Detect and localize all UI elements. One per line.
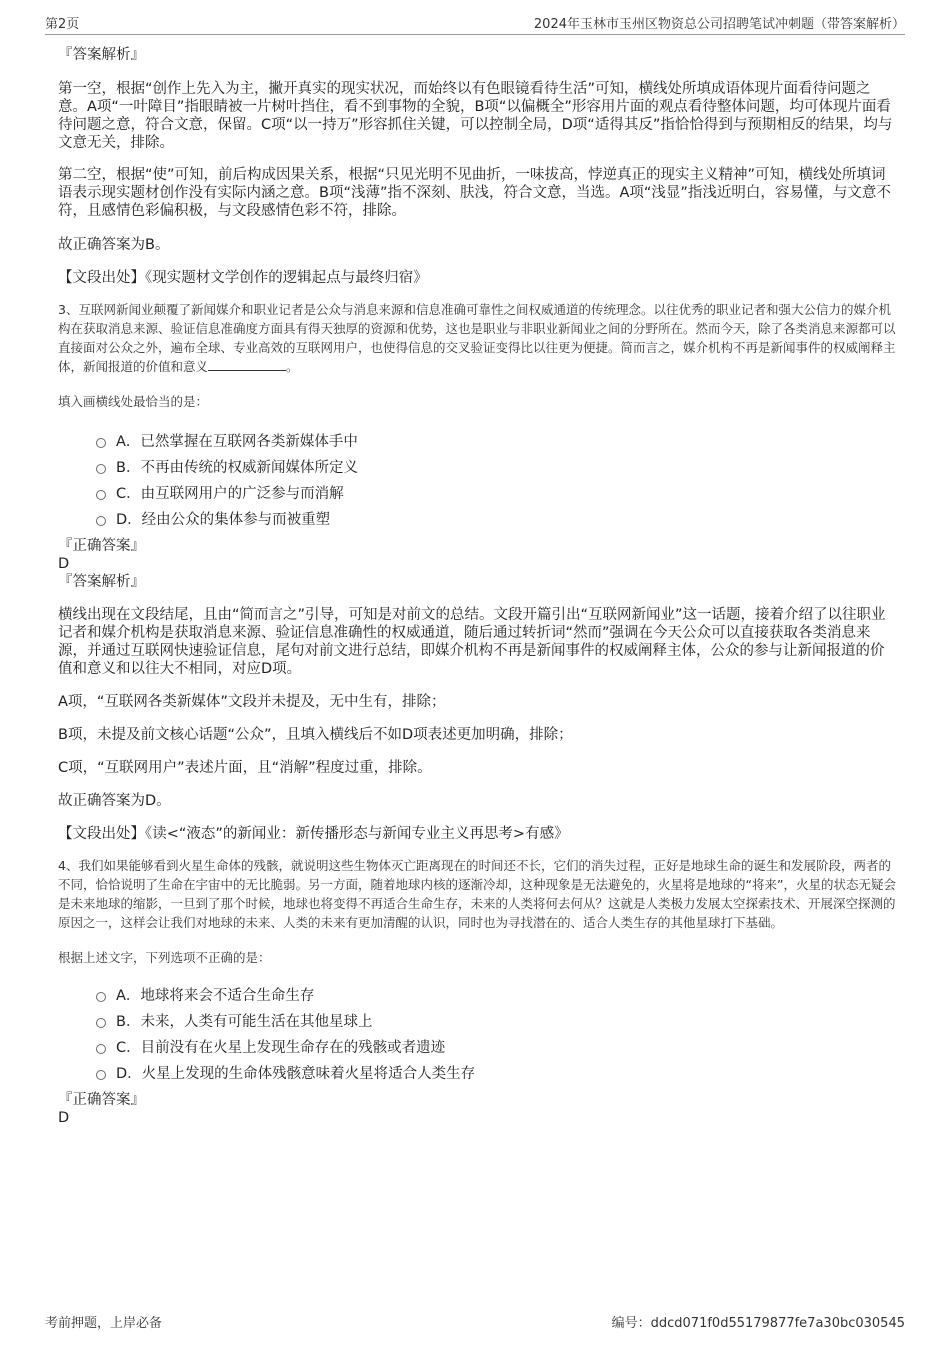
radio-icon[interactable] [96, 490, 106, 500]
question-prompt: 根据上述文字，下列选项不正确的是： [58, 950, 271, 965]
question-text-part: 3、互联网新闻业颠覆了新闻媒介和职业记者是公众与消息来源和信息准确可靠性之间权威通道的传统理念。以往优秀的职业记者和强大公信力的媒介机构在获取消息来源、验证信息准确度方面具有得天独厚的资源和优势，这也是职业与非职业新闻业之间的分野所在。然而今天，除了各类消息来源都可以直接面对公众之外，遍布全球、专业高效的互联网用户，也使得信息的交叉验证变得比以往更为便捷。简而言之，媒介机构不再是新闻事件的权威阐释主体，新闻报道的价值和意义 [58, 302, 896, 374]
analysis-paragraph: 第二空，根据“使”可知，前后构成因果关系，根据“只见光明不见曲折，一味拔高，悖逆真正的现实主义精神”可知，横线处所填词语表示现实题材创作没有实际内涵之意。B项“浅薄”指不深刻、肤浅，符合文意，当选。A项“浅显”指浅近明白，容易懂，与文意不符，且感情色彩偏积极，与文段感情色彩不符，排除。 [58, 167, 891, 219]
answer-label: 『正确答案』 [58, 1092, 145, 1108]
option-label: A．地球将来会不适合生命生存 [116, 987, 315, 1004]
radio-icon[interactable] [96, 992, 106, 1002]
question-prompt: 填入画横线处最恰当的是： [58, 394, 209, 409]
document-body [58, 46, 896, 1127]
radio-icon[interactable] [96, 464, 106, 474]
page-footer [45, 1313, 905, 1331]
option-label: B．不再由传统的权威新闻媒体所定义 [116, 459, 358, 476]
document-id: 编号：ddcd071f0d55179877fe7a30bc030545 [611, 1316, 905, 1331]
option-label: C．由互联网用户的广泛参与而消解 [116, 485, 344, 502]
option-d[interactable] [96, 1059, 896, 1085]
radio-icon[interactable] [96, 1044, 106, 1054]
option-label: D．火星上发现的生命体残骸意味着火星将适合人类生存 [116, 1065, 476, 1082]
radio-icon[interactable] [96, 516, 106, 526]
source: 【文段出处】《现实题材文学创作的逻辑起点与最终归宿》 [58, 270, 428, 286]
question-text-part: 。 [286, 359, 299, 374]
option-b[interactable] [96, 1007, 896, 1033]
analysis-paragraph: B项，未提及前文核心话题“公众”，且填入横线后不如D项表述更加明确，排除； [58, 727, 573, 743]
option-c[interactable] [96, 479, 896, 505]
page-number: 第2页 [45, 17, 80, 32]
option-label: C．目前没有在火星上发现生命存在的残骸或者遗迹 [116, 1039, 446, 1056]
answer-blank [208, 358, 286, 371]
analysis-label: 『答案解析』 [58, 574, 145, 590]
conclusion: 故正确答案为D。 [58, 793, 171, 809]
answer-value: D [58, 1110, 70, 1126]
radio-icon[interactable] [96, 1018, 106, 1028]
option-list [58, 427, 896, 531]
analysis-paragraph: A项，“互联网各类新媒体”文段并未提及，无中生有，排除； [58, 694, 446, 710]
option-label: D．经由公众的集体参与而被重塑 [116, 511, 331, 528]
footer-slogan: 考前押题，上岸必备 [45, 1316, 163, 1331]
analysis-paragraph: 横线出现在文段结尾，且由“简而言之”引导，可知是对前文的总结。文段开篇引出“互联网新闻业”这一话题，接着介绍了以往职业记者和媒介机构是获取消息来源、验证信息准确性的权威通道，随后通过转折词“然而”强调在今天公众可以直接获取各类消息来源，并通过互联网快速验证信息，尾句对前文进行总结，即媒介机构不再是新闻事件的权威阐释主体，公众的参与让新闻报道的价值和意义和以往大不相同，对应D项。 [58, 607, 886, 677]
radio-icon[interactable] [96, 1070, 106, 1080]
option-label: A．已然掌握在互联网各类新媒体手中 [116, 433, 358, 450]
analysis-paragraph: C项，“互联网用户”表述片面，且“消解”程度过重，排除。 [58, 760, 432, 776]
question-text [58, 300, 896, 376]
page-header [45, 12, 905, 35]
option-label: B．未来，人类有可能生活在其他星球上 [116, 1013, 373, 1030]
source: 【文段出处】《读<“液态”的新闻业：新传播形态与新闻专业主义再思考>有感》 [58, 826, 569, 842]
option-a[interactable] [96, 427, 896, 453]
question-text: 4、我们如果能够看到火星生命体的残骸，就说明这些生物体灭亡距离现在的时间还不长，它们的消失过程，正好是地球生命的诞生和发展阶段，两者的不同，恰恰说明了生命在宇宙中的无比脆弱。另一方面，随着地球内核的逐渐冷却，这种现象是无法避免的，火星将是地球的“将来”，火星的状态无疑会是未来地球的缩影，一旦到了那个时候，地球也将变得不再适合生命生存，未来的人类将何去何从？这就是人类极力发展太空探索技术、开展深空探测的原因之一，这样会让我们对地球的未来、人类的未来有更加清醒的认识，同时也为寻找潜在的、适合人类生存的其他星球打下基础。 [58, 858, 896, 930]
analysis-label: 『答案解析』 [58, 47, 145, 63]
radio-icon[interactable] [96, 438, 106, 448]
option-a[interactable] [96, 981, 896, 1007]
conclusion: 故正确答案为B。 [58, 237, 170, 253]
option-c[interactable] [96, 1033, 896, 1059]
answer-value: D [58, 556, 70, 572]
option-b[interactable] [96, 453, 896, 479]
answer-label: 『正确答案』 [58, 538, 145, 554]
option-list [58, 981, 896, 1085]
analysis-paragraph: 第一空，根据“创作上先入为主，撇开真实的现实状况，而始终以有色眼镜看待生活”可知，横线处所填成语体现片面看待问题之意。A项“一叶障目”指眼睛被一片树叶挡住，看不到事物的全貌，B项“以偏概全”形容用片面的观点看待整体问题，均可体现片面看待问题之意，符合文意，保留。C项“以一持万”形容抓住关键，可以控制全局，D项“适得其反”指恰恰得到与预期相反的结果，均与文意无关，排除。 [58, 81, 893, 151]
option-d[interactable] [96, 505, 896, 531]
document-title: 2024年玉林市玉州区物资总公司招聘笔试冲刺题（带答案解析） [533, 17, 905, 32]
